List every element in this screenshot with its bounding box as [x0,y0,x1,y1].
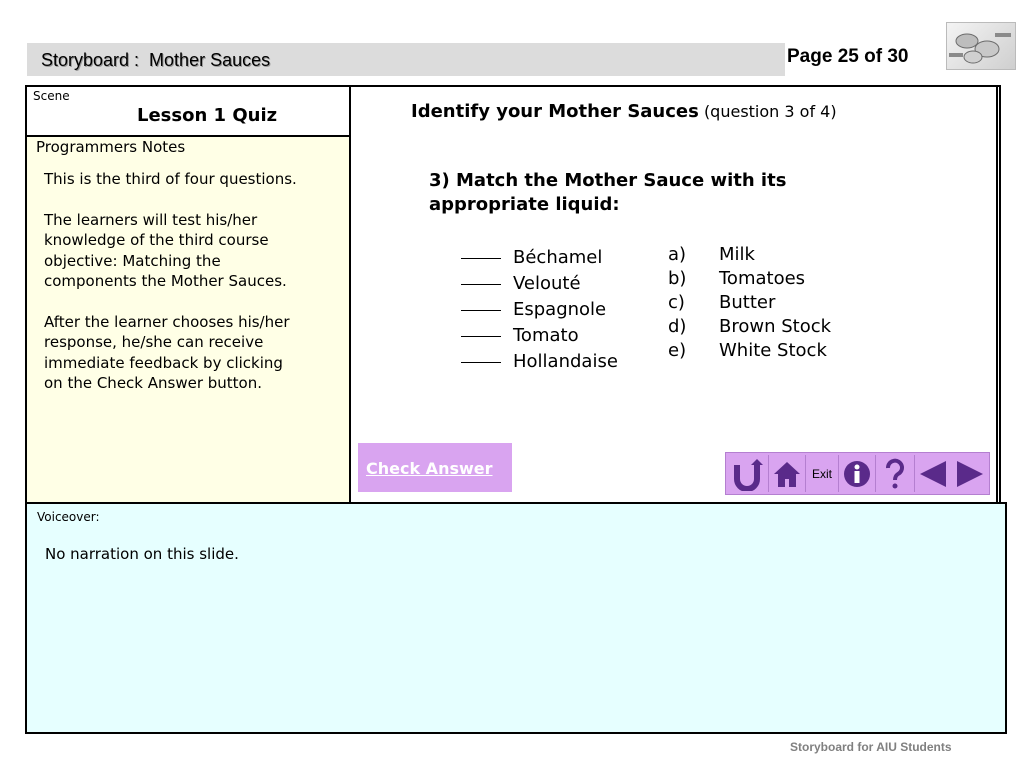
note-paragraph: The learners will test his/her knowledge of the third course objective: Matching the components the Mother Sauces. [44,210,287,290]
answer-blank[interactable] [461,258,501,259]
note-paragraph: After the learner chooses his/her response, he/she can receive immediate feedback by clicking on the Check Answer button. [44,312,290,392]
option-letter: c) [668,292,685,313]
exit-button[interactable]: Exit [806,455,839,492]
sauce-item[interactable] [461,323,618,349]
option-text: Brown Stock [719,316,832,337]
heading-sub: (question 3 of 4) [703,102,837,121]
sauce-label: Velouté [513,273,581,294]
sauce-item[interactable] [461,245,618,271]
option-item [668,291,831,315]
sauce-label: Tomato [513,325,579,346]
question-mark-icon [880,458,910,490]
check-answer-button[interactable] [358,443,512,492]
option-letter: b) [668,268,687,289]
measuring-cups-image [946,22,1016,70]
heading-main: Identify your Mother Sauces [411,101,699,122]
option-text: Milk [719,244,755,265]
option-item [668,267,831,291]
previous-button[interactable] [915,455,951,492]
programmers-notes-body [44,169,306,394]
sauce-item[interactable] [461,349,618,375]
option-text: Tomatoes [719,268,806,289]
question-text: 3) Match the Mother Sauce with its appropriate liquid: [429,170,787,215]
option-letter: e) [668,340,687,361]
option-letter: d) [668,316,687,337]
next-button[interactable] [952,455,988,492]
back-to-menu-button[interactable] [728,455,769,492]
programmers-notes-label: Programmers Notes [36,138,186,156]
option-list [668,243,831,363]
option-text: Butter [719,292,776,313]
content-heading [411,101,837,122]
option-item [668,315,831,339]
help-button[interactable] [876,455,915,492]
sauce-label: Espagnole [513,299,607,320]
content-panel [349,85,1001,504]
footer-text: Storyboard for AIU Students [790,740,952,754]
sauce-label: Béchamel [513,247,603,268]
scene-title: Lesson 1 Quiz [137,105,278,126]
scene-label: Scene [33,89,70,103]
programmers-notes-panel [25,135,351,504]
voiceover-label: Voiceover: [37,510,100,524]
navigation-bar [725,452,990,495]
title-bar [27,43,785,76]
check-answer-label: Check Answer [366,459,493,478]
voiceover-text: No narration on this slide. [45,545,239,563]
arrow-right-icon [955,459,985,489]
home-icon [772,459,802,489]
answer-blank[interactable] [461,362,501,363]
arrow-left-icon [918,459,948,489]
option-text: White Stock [719,340,827,361]
sauce-item[interactable] [461,271,618,297]
info-button[interactable] [839,455,876,492]
storyboard-title: Storyboard : Mother Sauces [41,50,271,70]
content-divider [996,85,998,504]
home-button[interactable] [769,455,806,492]
info-icon [842,459,872,489]
note-paragraph: This is the third of four questions. [44,170,297,188]
option-letter: a) [668,244,687,265]
voiceover-panel [25,502,1007,734]
option-item [668,243,831,267]
page-number: Page 25 of 30 [787,46,909,67]
scene-panel [25,85,351,137]
sauce-list [461,245,618,375]
u-turn-icon [731,457,765,491]
option-item [668,339,831,363]
answer-blank[interactable] [461,336,501,337]
answer-blank[interactable] [461,310,501,311]
answer-blank[interactable] [461,284,501,285]
sauce-item[interactable] [461,297,618,323]
sauce-label: Hollandaise [513,351,618,372]
